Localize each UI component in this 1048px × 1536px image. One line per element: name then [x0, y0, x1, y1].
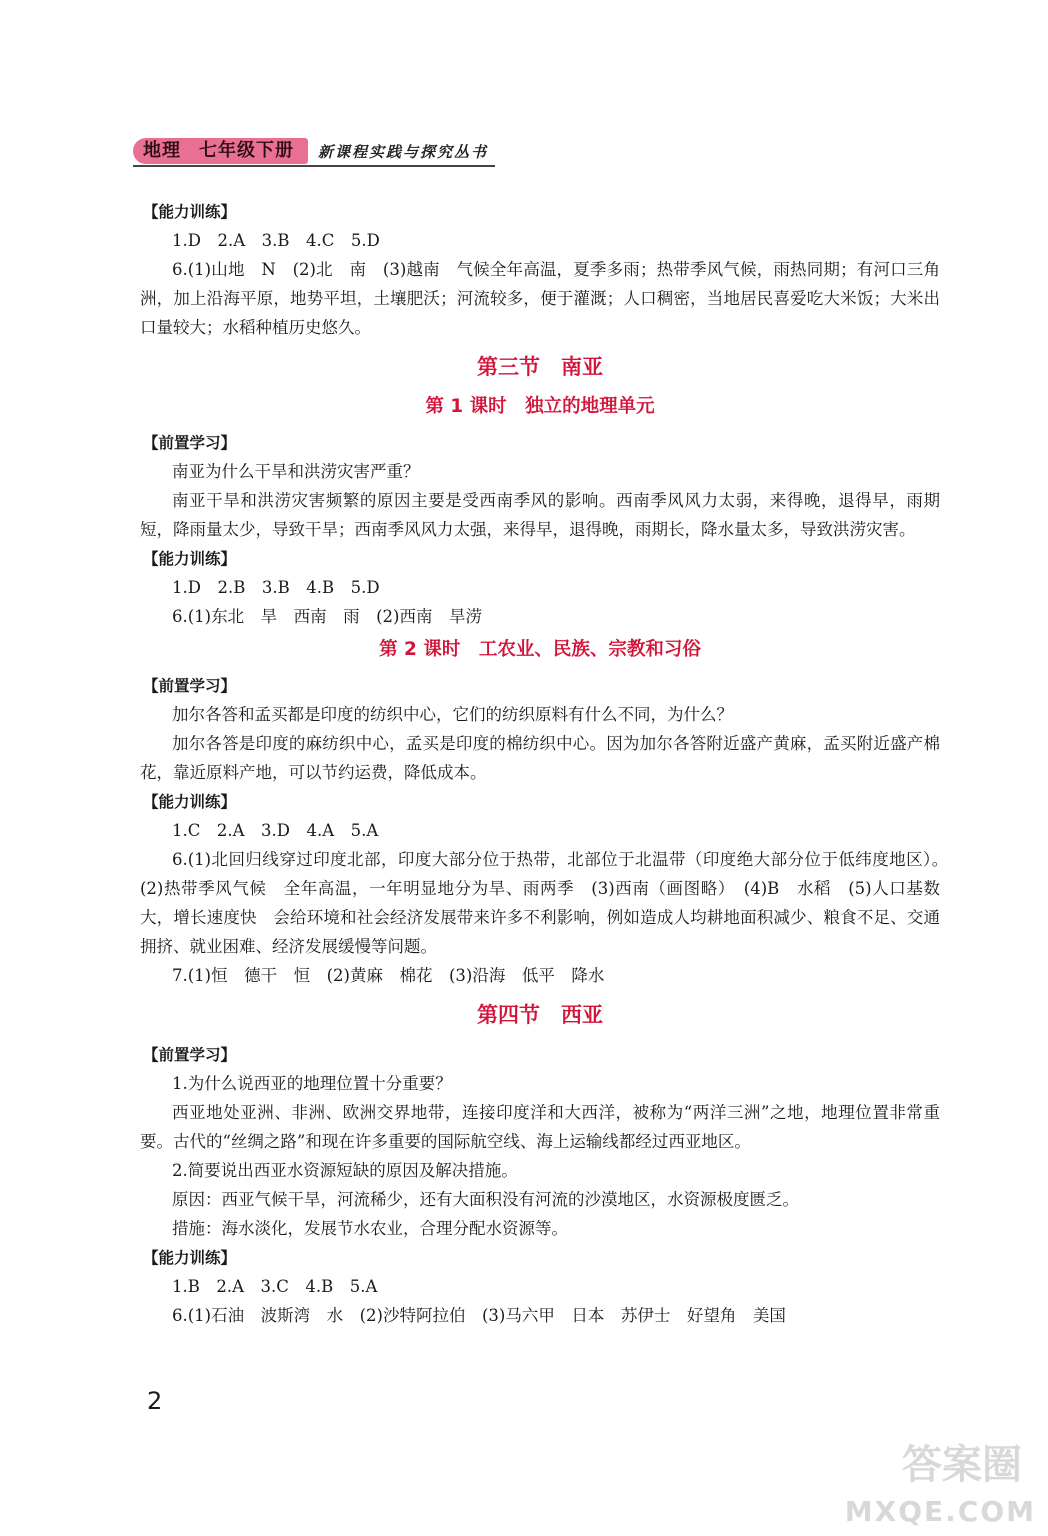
grade-label: 七年级下册: [199, 140, 294, 161]
section-heading: 第三节 南亚: [477, 355, 603, 379]
lesson-heading: 第 2 课时 工农业、民族、宗教和习俗: [379, 639, 701, 660]
lesson-heading: 第 1 课时 独立的地理单元: [425, 396, 655, 417]
answer-paragraph: 西亚地处亚洲、非洲、欧洲交界地带，连接印度洋和大西洋，被称为“两洋三洲”之地，地理位置非常重要。古代的“丝绸之路”和现在许多重要的国际航空线、海上运输线都经过西亚地区。: [140, 1103, 940, 1151]
section-label: 【前置学习】: [143, 1045, 237, 1064]
page-content: [140, 197, 957, 1330]
subject-badge: [133, 138, 308, 164]
running-header: [133, 138, 488, 164]
answer-line: 6.(1)北回归线穿过印度北部，印度大部分位于热带，北部位于北温带（印度绝大部分位于低纬度地区）。 (2)热带季风气候 全年高温，一年明显地分为旱、雨两季 (3)西南（画图略） (4)B 水稻 (5)人口基数大，增长速度快 会给环境和社会经济发展带来许多不利影响，例如造成人均耕地面积减少、粮食不足、交通拥挤、就业困难、经济发展缓慢等问题。: [140, 850, 957, 956]
watermark-url: MXQE.COM: [844, 1495, 1036, 1528]
section-label: 【能力训练】: [143, 792, 237, 811]
answer-line: 6.(1)石油 波斯湾 水 (2)沙特阿拉伯 (3)马六甲 日本 苏伊士 好望角 美国: [172, 1306, 786, 1325]
answer-line: 1.B 2.A 3.C 4.B 5.A: [172, 1277, 378, 1296]
lesson-2-block: [140, 671, 957, 990]
block-1: [140, 197, 940, 342]
series-title: 新课程实践与探究丛书: [318, 142, 489, 161]
answer-line: 7.(1)恒 德干 恒 (2)黄麻 棉花 (3)沿海 低平 降水: [172, 966, 605, 985]
answer-paragraph: 原因：西亚气候干旱，河流稀少，还有大面积没有河流的沙漠地区，水资源极度匮乏。: [172, 1190, 799, 1209]
watermark-logo: 答案圈: [902, 1442, 1022, 1488]
answer-line: 6.(1)东北 旱 西南 雨 (2)西南 旱涝: [172, 607, 482, 626]
section-label: 【前置学习】: [143, 676, 237, 695]
section-label: 【前置学习】: [143, 433, 237, 452]
question-text: 1.为什么说西亚的地理位置十分重要？: [172, 1074, 452, 1093]
page-number: 2: [147, 1387, 163, 1415]
question-text: 加尔各答和孟买都是印度的纺织中心，它们的纺织原料有什么不同，为什么？: [172, 705, 733, 724]
answer-line: 6.(1)山地 N (2)北 南 (3)越南 气候全年高温，夏季多雨；热带季风气候，雨热同期；有河口三角洲，加上沿海平原，地势平坦，土壤肥沃；河流较多，便于灌溉；人口稠密，当地居民喜爱吃大米饭；大米出口量较大；水稻种植历史悠久。: [140, 260, 940, 337]
question-text: 2.简要说出西亚水资源短缺的原因及解决措施。: [172, 1161, 518, 1180]
answer-paragraph: 南亚干旱和洪涝灾害频繁的原因主要是受西南季风的影响。西南季风风力太弱，来得晚，退得早，雨期短，降雨量太少，导致干旱；西南季风风力太强，来得早，退得晚，雨期长，降水量太多，导致洪涝灾害。: [140, 491, 940, 539]
answer-paragraph: 措施：海水淡化，发展节水农业，合理分配水资源等。: [172, 1219, 568, 1238]
section-heading: 第四节 西亚: [477, 1003, 603, 1027]
section-label: 【能力训练】: [143, 1248, 237, 1267]
section-4-block: [140, 1040, 940, 1330]
answer-line: 1.D 2.B 3.B 4.B 5.D: [172, 578, 380, 597]
question-text: 南亚为什么干旱和洪涝灾害严重？: [172, 462, 420, 481]
answer-line: 1.D 2.A 3.B 4.C 5.D: [172, 231, 380, 250]
section-label: 【能力训练】: [143, 549, 237, 568]
lesson-1-block: [140, 428, 940, 631]
header-rule: [133, 165, 495, 167]
subject-label: 地理: [143, 140, 181, 161]
section-label: 【能力训练】: [143, 202, 237, 221]
answer-line: 1.C 2.A 3.D 4.A 5.A: [172, 821, 379, 840]
answer-paragraph: 加尔各答是印度的麻纺织中心，孟买是印度的棉纺织中心。因为加尔各答附近盛产黄麻，孟买附近盛产棉花，靠近原料产地，可以节约运费，降低成本。: [140, 734, 940, 782]
